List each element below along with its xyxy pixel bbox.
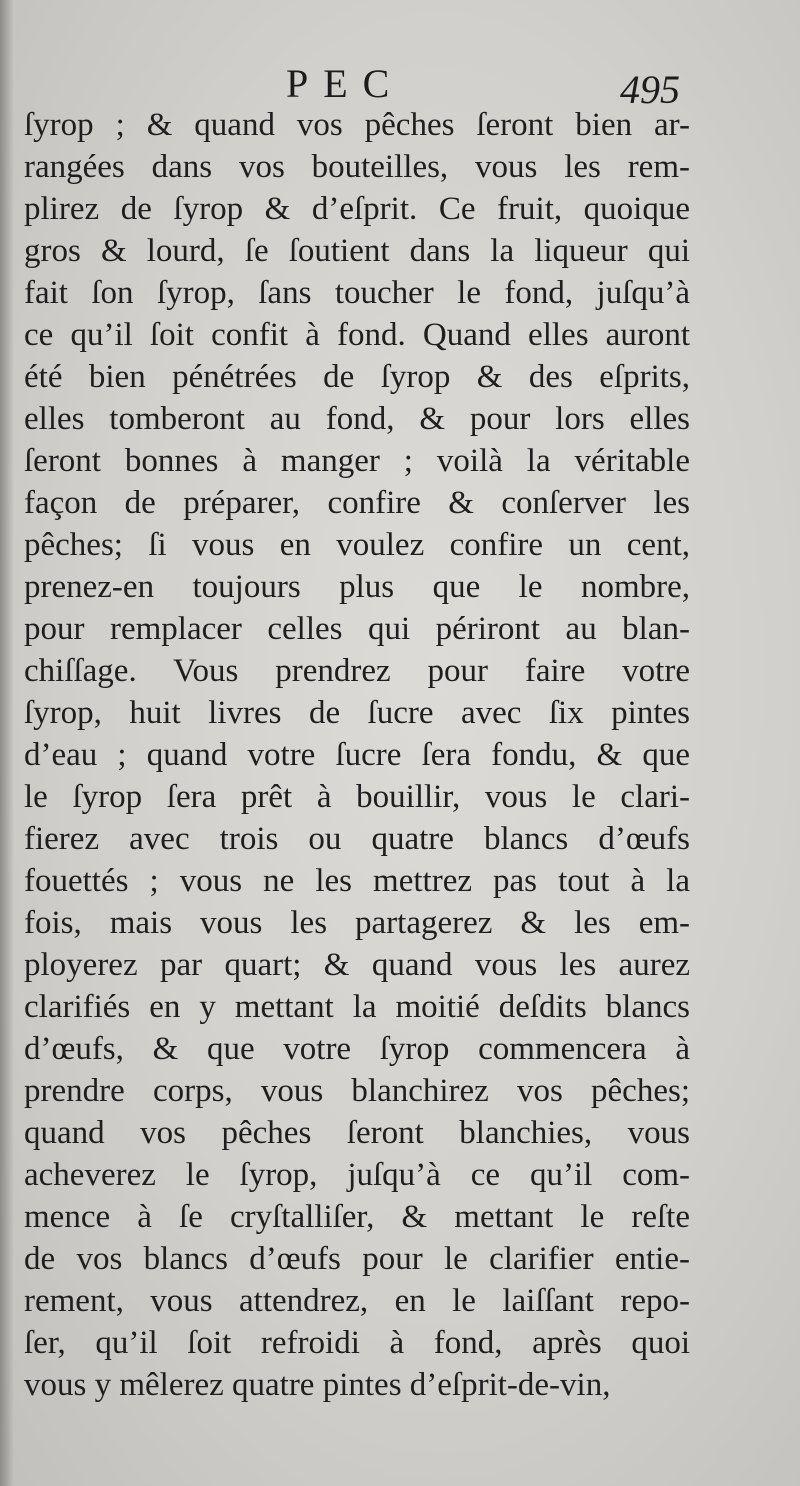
text-line: elles tomberont au fond, & pour lors elles [24,401,690,437]
text-line: le ſyrop ſera prêt à bouillir, vous le clari- [24,779,690,815]
text-line: quand vos pêches ſeront blanchies, vous [24,1115,690,1151]
text-line: fierez avec trois ou quatre blancs d’œufs [24,821,690,857]
text-line: gros & lourd, ſe ſoutient dans la liqueur qui [24,233,690,269]
text-line: ſeront bonnes à manger ; voilà la véritable [24,443,690,479]
text-line: façon de préparer, confire & conſerver les [24,485,690,521]
text-line: clarifiés en y mettant la moitié deſdits blancs [24,989,690,1025]
running-head: PEC [286,61,405,106]
text-line: rangées dans vos bouteilles, vous les rem- [24,149,690,185]
page-header [0,58,800,112]
text-line: de vos blancs d’œufs pour le clarifier entie- [24,1241,690,1277]
text-line: ſer, qu’il ſoit refroidi à fond, après quoi [24,1325,690,1361]
text-line: été bien pénétrées de ſyrop & des eſprits, [24,359,690,395]
text-line: prenez-en toujours plus que le nombre, [24,569,690,605]
page-gutter-shadow [0,0,14,1486]
text-line: d’eau ; quand votre ſucre ſera fondu, & que [24,737,690,773]
text-line: d’œufs, & que votre ſyrop commencera à [24,1031,690,1067]
text-line: plirez de ſyrop & d’eſprit. Ce fruit, quoique [24,191,690,227]
text-line: ſyrop, huit livres de ſucre avec ſix pintes [24,695,690,731]
text-line: acheverez le ſyrop, juſqu’à ce qu’il com- [24,1157,690,1193]
text-line: fouettés ; vous ne les mettrez pas tout à la [24,863,690,899]
text-line: rement, vous attendrez, en le laiſſant repo- [24,1283,690,1319]
text-line: fois, mais vous les partagerez & les em- [24,905,690,941]
text-line: ce qu’il ſoit confit à fond. Quand elles auront [24,317,690,353]
text-line: prendre corps, vous blanchirez vos pêches; [24,1073,690,1109]
text-line: vous y mêlerez quatre pintes d’eſprit-de-vin, [24,1367,611,1403]
text-line: ployerez par quart; & quand vous les aurez [24,947,690,983]
text-line: pêches; ſi vous en voulez confire un cent, [24,527,690,563]
text-line: pour remplacer celles qui périront au blan- [24,611,690,647]
text-line: ſyrop ; & quand vos pêches ſeront bien ar- [24,107,690,143]
body-text [24,104,690,1406]
text-line: mence à ſe cryſtalliſer, & mettant le reſte [24,1199,690,1235]
text-line: chiſſage. Vous prendrez pour faire votre [24,653,690,689]
page-number: 495 [620,67,680,112]
text-line: fait ſon ſyrop, ſans toucher le fond, juſqu’à [24,275,690,311]
